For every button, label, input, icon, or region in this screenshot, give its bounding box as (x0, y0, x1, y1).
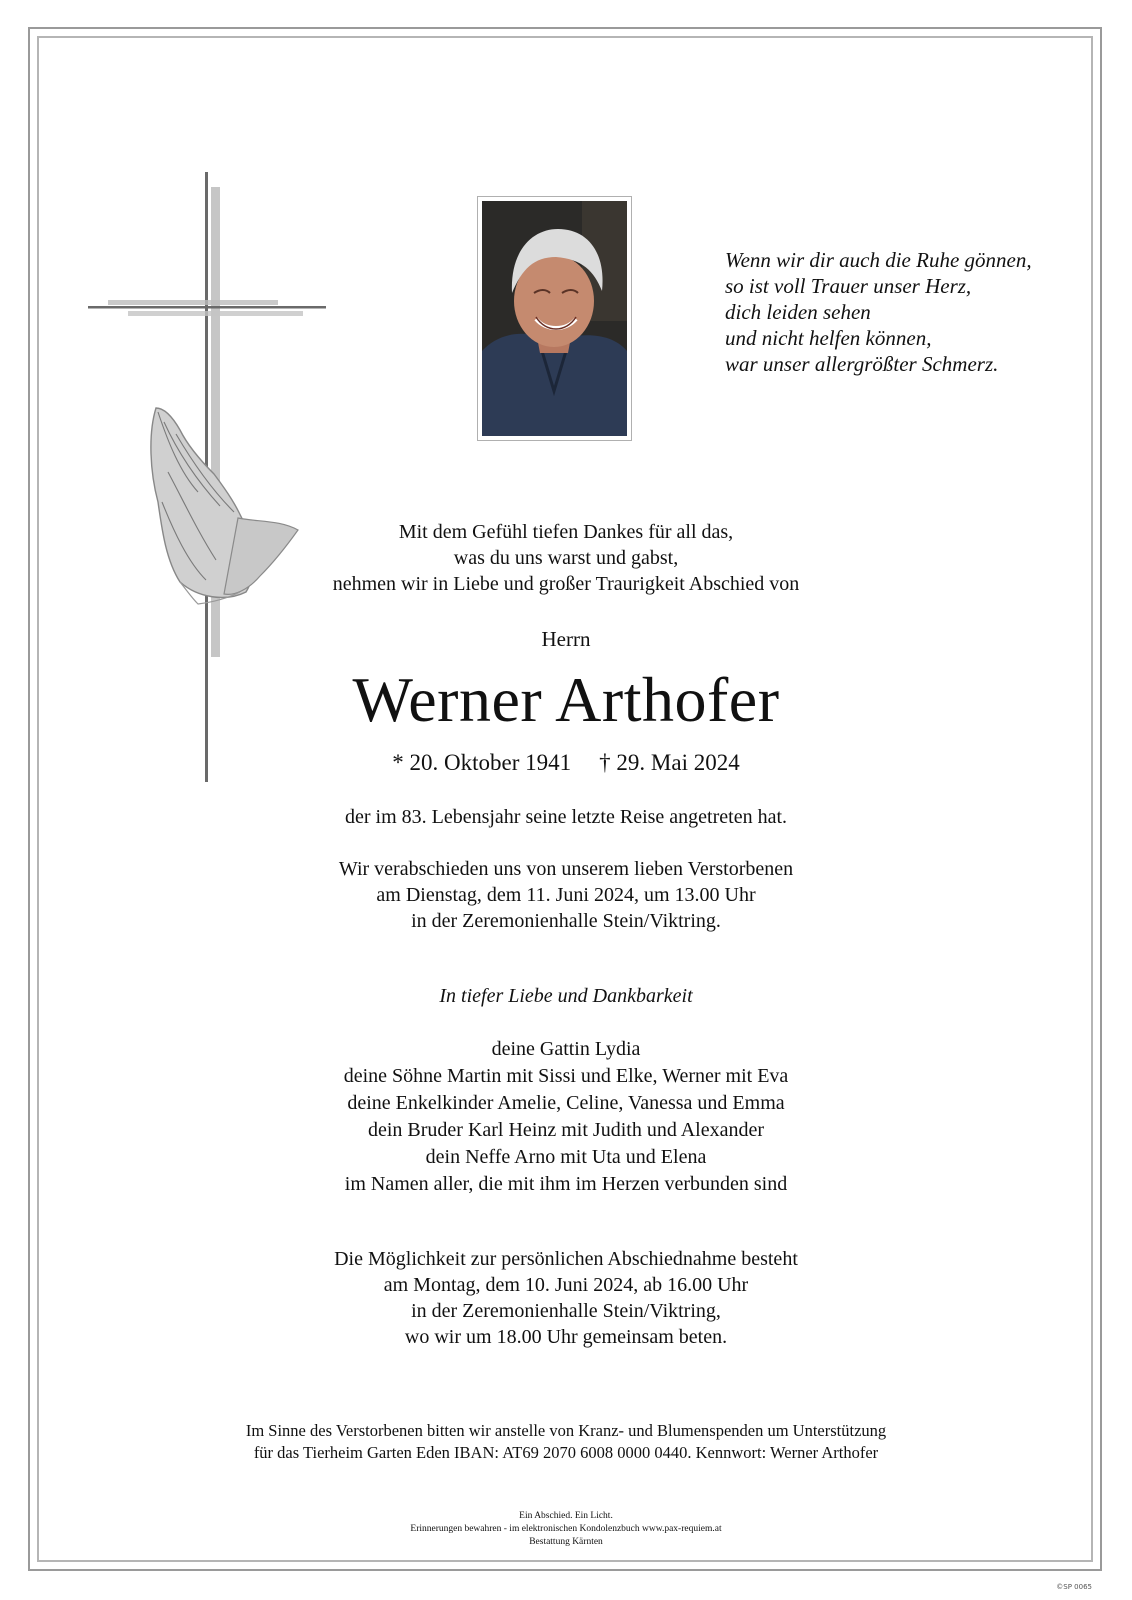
intro-line: was du uns warst und gabst, (453, 547, 679, 569)
donation-line: für das Tierheim Garten Eden IBAN: AT69 2070 6008 0000 0440. Kennwort: Werner Arthofer (253, 1443, 879, 1462)
intro-line: nehmen wir in Liebe und großer Traurigkeit Abschied von (332, 573, 800, 595)
viewing-line: wo wir um 18.00 Uhr gemeinsam beten. (404, 1326, 728, 1348)
poem (725, 247, 1032, 377)
donation-request (0, 1420, 1132, 1464)
footer-line: Ein Abschied. Ein Licht. (519, 1511, 613, 1521)
viewing-details (0, 1246, 1132, 1350)
corner-mark: ©SP 0065 (1056, 1583, 1092, 1591)
poem-line: so ist voll Trauer unser Herz, (725, 274, 972, 298)
death-date: † 29. Mai 2024 (599, 750, 740, 775)
signoff: In tiefer Liebe und Dankbarkeit (439, 985, 693, 1007)
viewing-line: Die Möglichkeit zur persönlichen Abschiednahme besteht (334, 1248, 798, 1270)
mourner-line: dein Neffe Arno mit Uta und Elena (425, 1146, 707, 1168)
life-dates (0, 750, 1132, 776)
poem-line: und nicht helfen können, (725, 326, 932, 350)
footer (0, 1510, 1132, 1549)
birth-date: * 20. Oktober 1941 (392, 750, 572, 775)
portrait-photo (482, 201, 627, 436)
portrait-frame (477, 196, 632, 441)
poem-line: Wenn wir dir auch die Ruhe gönnen, (725, 248, 1032, 272)
intro-text (0, 519, 1132, 597)
mourner-line: deine Enkelkinder Amelie, Celine, Vanessa und Emma (347, 1092, 785, 1114)
donation-line: Im Sinne des Verstorbenen bitten wir anstelle von Kranz- und Blumenspenden um Unterstützung (245, 1421, 887, 1440)
viewing-line: in der Zeremonienhalle Stein/Viktring, (411, 1300, 721, 1322)
footer-line: Erinnerungen bewahren - im elektronischen Kondolenzbuch www.pax-requiem.at (410, 1524, 722, 1534)
farewell-line: Wir verabschieden uns von unserem lieben Verstorbenen (338, 858, 794, 880)
poem-line: dich leiden sehen (725, 300, 871, 324)
farewell-details (0, 856, 1132, 934)
mourner-line: im Namen aller, die mit ihm im Herzen verbunden sind (344, 1173, 788, 1195)
mourner-line: deine Gattin Lydia (491, 1038, 641, 1060)
intro-line: Mit dem Gefühl tiefen Dankes für all das, (398, 521, 734, 543)
age-line: der im 83. Lebensjahr seine letzte Reise angetreten hat. (344, 806, 788, 828)
viewing-line: am Montag, dem 10. Juni 2024, ab 16.00 Uhr (383, 1274, 749, 1296)
farewell-line: am Dienstag, dem 11. Juni 2024, um 13.00 Uhr (376, 884, 756, 906)
mourner-line: deine Söhne Martin mit Sissi und Elke, Werner mit Eva (343, 1065, 789, 1087)
poem-line: war unser allergrößter Schmerz. (725, 352, 999, 376)
deceased-name: Werner Arthofer (352, 664, 780, 735)
mourners-list (0, 1036, 1132, 1198)
farewell-line: in der Zeremonienhalle Stein/Viktring. (411, 910, 721, 932)
footer-line: Bestattung Kärnten (529, 1537, 603, 1547)
mourner-line: dein Bruder Karl Heinz mit Judith und Alexander (367, 1119, 764, 1141)
salutation: Herrn (541, 627, 591, 651)
